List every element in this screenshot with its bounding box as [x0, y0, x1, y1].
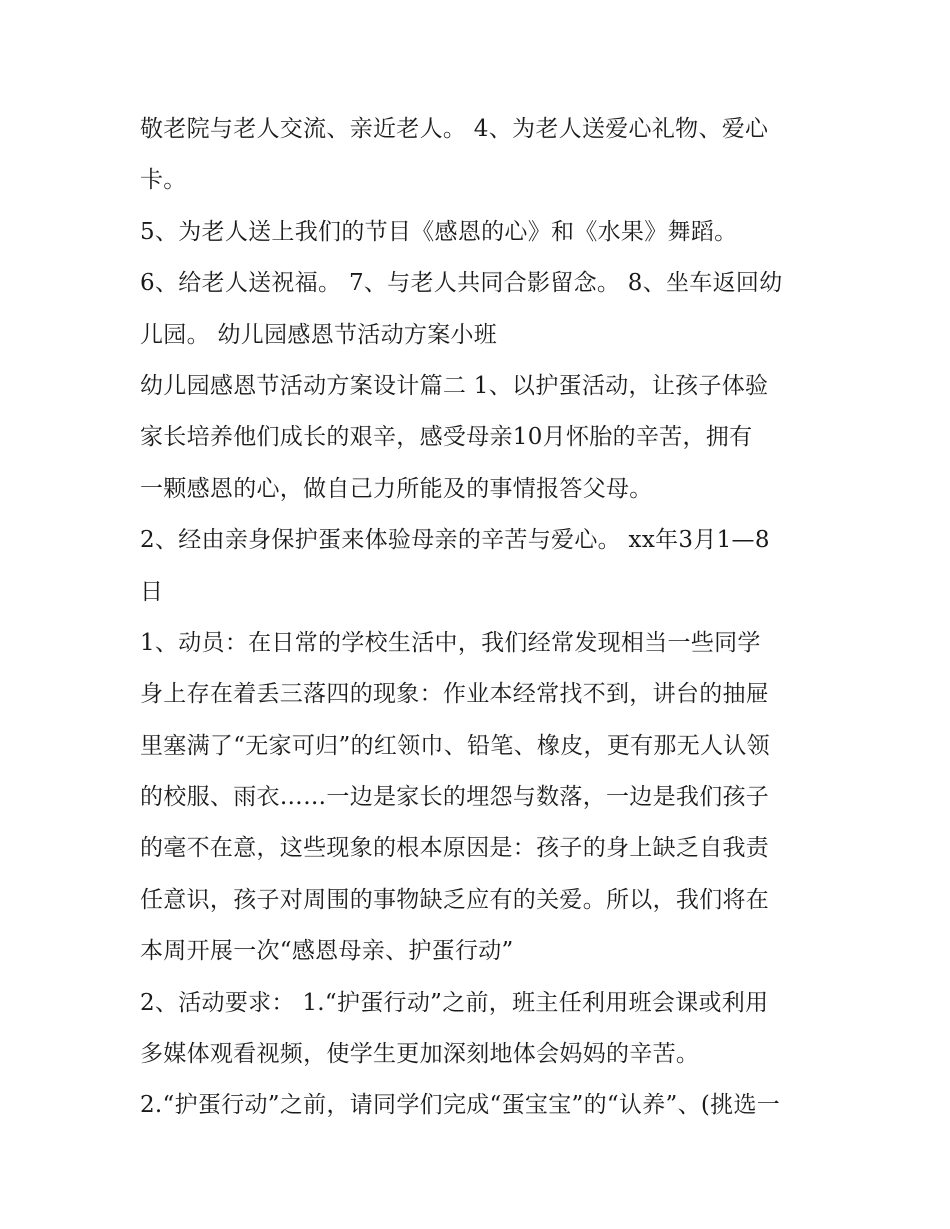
text-line: 2、活动要求： 1.“护蛋行动”之前，班主任利用班会课或利用 — [140, 989, 769, 1016]
text-line: 家长培养他们成长的艰辛，感受母亲10月怀胎的辛苦，拥有 — [140, 424, 753, 451]
text-line: 任意识，孩子对周围的事物缺乏应有的关爱。所以，我们将在 — [140, 886, 770, 913]
text-line: 日 — [140, 578, 164, 605]
text-line: 多媒体观看视频，使学生更加深刻地体会妈妈的辛苦。 — [140, 1041, 700, 1068]
document-body — [140, 104, 815, 1132]
text-line: 卡。 — [140, 167, 187, 194]
text-line: 2、经由亲身保护蛋来体验母亲的辛苦与爱心。 xx年3月1—8 — [140, 527, 770, 554]
text-line: 2.“护蛋行动”之前，请同学们完成“蛋宝宝”的“认养”、(挑选一 — [140, 1092, 781, 1119]
text-line: 1、动员：在日常的学校生活中，我们经常发现相当一些同学 — [140, 629, 761, 656]
text-line: 敬老院与老人交流、亲近老人。 4、为老人送爱心礼物、爱心 — [140, 116, 769, 142]
text-line: 身上存在着丢三落四的现象：作业本经常找不到，讲台的抽屉 — [140, 681, 770, 708]
text-line: 幼儿园感恩节活动方案设计篇二 1、以护蛋活动，让孩子体验 — [140, 372, 769, 399]
text-line: 里塞满了“无家可归”的红领巾、铅笔、橡皮，更有那无人认领 — [140, 732, 770, 759]
text-line: 本周开展一次“感恩母亲、护蛋行动” — [140, 938, 514, 965]
text-line: 的毫不在意，这些现象的根本原因是：孩子的身上缺乏自我责 — [140, 835, 770, 862]
text-line: 的校服、雨衣……一边是家长的埋怨与数落，一边是我们孩子 — [140, 784, 770, 811]
text-line: 6、给老人送祝福。 7、与老人共同合影留念。 8、坐车返回幼 — [140, 270, 783, 297]
text-line: 5、为老人送上我们的节目《感恩的心》和《水果》舞蹈。 — [140, 218, 738, 245]
text-line: 一颗感恩的心，做自己力所能及的事情报答父母。 — [140, 475, 653, 502]
text-line: 儿园。 幼儿园感恩节活动方案小班 — [140, 321, 498, 348]
